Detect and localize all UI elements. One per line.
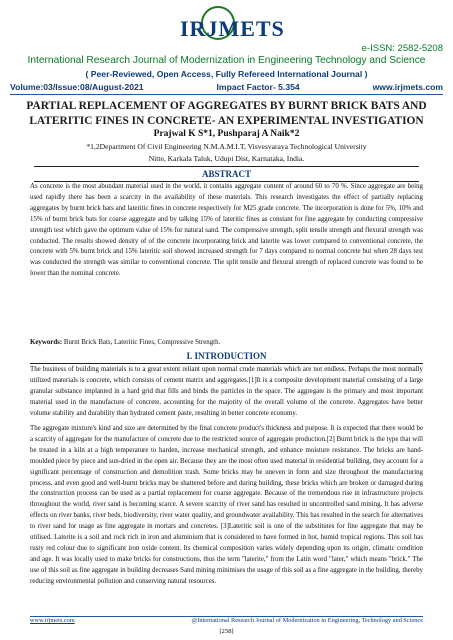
paper-authors: Prajwal K S*1, Pushparaj A Naik*2: [153, 129, 300, 139]
peer-review-note: ( Peer-Reviewed, Open Access, Fully Refereed International Journal ): [85, 69, 368, 79]
keywords: [30, 339, 423, 346]
keywords-label: Keywords:: [30, 339, 63, 346]
keywords-list: Burnt Brick Bats, Lateritic Fines, Compressive Strength.: [63, 339, 221, 346]
page-footer: [30, 617, 423, 624]
affiliation-line-2: Nitte, Karkala Taluk, Udupi Dist, Karnataka, India.: [148, 154, 305, 163]
abstract-heading: ABSTRACT: [34, 166, 419, 182]
affiliation-line-1: *1,2Department Of Civil Engineering N.M.A.M.I.T, Visvesvaraya Technological University: [86, 142, 367, 151]
header-website-link[interactable]: www.irjmets.com: [372, 82, 443, 92]
footer-website-link[interactable]: www.irjmets.com: [30, 617, 75, 624]
section-heading-introduction: I. INTRODUCTION: [30, 350, 423, 364]
footer-copyright: @International Research Journal of Modernization in Engineering, Technology and Science: [191, 617, 423, 624]
intro-paragraph-1: The business of building materials is to a great extent reliant upon normal crude materials which are not endless. Perhaps the most normally utilized materials is concrete, which consists of cement matrix and aggregates.[1]It is a composite development material consisting of a large granular substance implanted in a hard grid that fills and binds the particles in the space. The aggregate is the primary and most important material used in the manufacture of concrete, accounting for the majority of the overall volume of the concrete. Aggregates have better volume stability and durability than hydrated cement paste, resulting in better concrete economy.: [30, 366, 423, 417]
abstract-text: As concrete is the most abundant material used in the world, it contains aggregate content of around 60 to 70 %. Since aggregate are being used rapidly there has been a scarcity in the availability of these materials. This research investigates the effect of partially replacing aggregates by burnt brick bats and lateritic fines in concrete respectively for M25 grade concrete. The incorporation is done for 5%, 10% and 15% of burnt brick bats for coarse aggregate and by talking 15% of lateritic fines as constant for fine aggregate by conducting compressive strength test which gave the optimum value of 15% for natural sand. The compressive strength, split tensile strength and flexural strength was conducted. The results showed density of of the concrete incorporating brick and laterite was lower compared to conventional concrete, the concrete with 5% burnt brick and 15% lateritic soil showed increased strength for 7 days compared to normal concrete but when 28 days test was conducted the strength was similar to conventional concrete. The split tensile and flexural strength of replaced concrete was found to be lower than the nominal concrete.: [30, 183, 423, 278]
impact-factor: Impact Factor- 5.354: [216, 82, 300, 92]
volume-line: [10, 82, 443, 92]
volume-issue: Volume:03/Issue:08/August-2021: [10, 82, 144, 92]
eissn: e-ISSN: 2582-5208: [361, 43, 443, 54]
header-divider: [10, 94, 443, 95]
paper-title: PARTIAL REPLACEMENT OF AGGREGATES BY BURNT BRICK BATS AND LATERITIC FINES IN CONCRETE- AN EXPERIMENTAL INVESTIGATION: [26, 100, 427, 127]
journal-name: International Research Journal of Modernization in Engineering Technology and Science: [27, 55, 426, 66]
intro-paragraph-2: The aggregate mixture's kind and size are determined by the final concrete product's thickness and purpose. It is expected that there would be a scarcity of aggregate for the manufacture of concrete due to the restricted source of aggregate production.[2] Burnt brick is the type that will be treated in a kiln at a high temperature to harden, increase mechanical strength, and enhance moisture resistance. The bricks are hand-moulded piece by piece and sun-dried in the open air. Because they are the most often used material in residential building, they account for a significant percentage of construction and demolition trash. Some bricks may be uneven in form and size throughout the manufacturing process, and even good and well-burnt bricks may be shattered before and during building, these bricks which are broken or damaged during the construction process can be used as a partial replacement for coarse aggregate. Because of the tremendous rise in infrastructure projects throughout the world, river sand is becoming scarce. A severe scarcity of river sand has resulted in uncontrolled sand mining. It has adverse effects on river banks, river beds, biodiversity, river water quality, and groundwater availability. This has resulted in the search for alternatives to river sand for usage as fine aggregate in mortars and concretes. [3]Lateritic soil is one of the substitutes for fine aggregate that may be utilised. Laterite is a soil and rock rich in iron and aluminium that is considered to have formed in hot, humid tropical regions. This soil has rusty red colour due to significant iron oxide content. Its chemical composition varies widely depending upon its origin, climatic condition and age. It was locally used to make bricks for constructions, thus the term "laterite," from the Latin word "later," which means "brick." The use of this soil as fine aggregate in building decreases Sand mining minimises the usage of this soil as a fine aggregate in the building, thereby reducing environmental pollution and conserving natural resources.: [30, 425, 423, 585]
page-number: [258]: [219, 628, 234, 635]
journal-logo: [178, 4, 285, 44]
logo-text: IRJMETS: [180, 16, 285, 41]
affiliation: [0, 141, 453, 165]
